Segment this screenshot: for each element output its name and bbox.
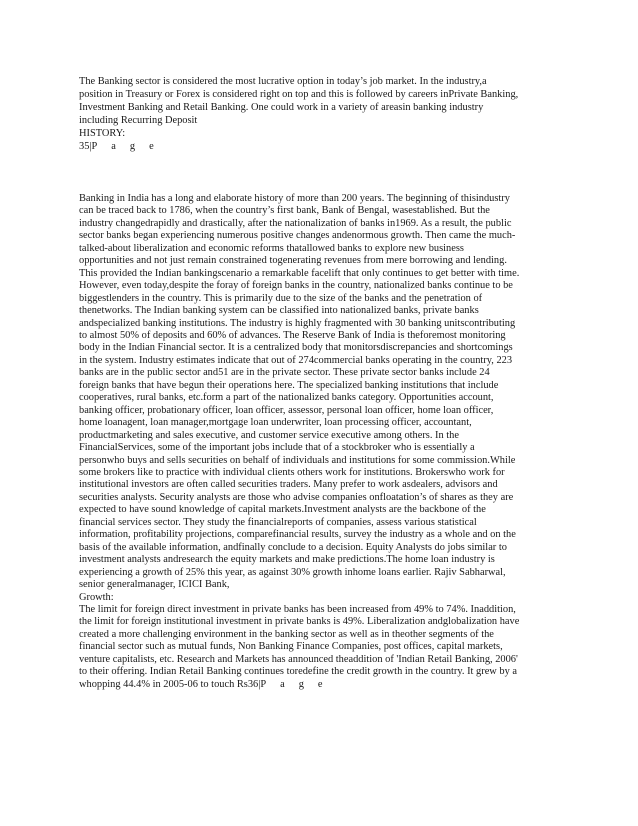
page-letter: e (317, 678, 323, 690)
text-line: body in the Indian Financial sector. It is a centralized body that monitorsdiscrepancies and shortcomings (79, 342, 513, 354)
intro-paragraph (79, 75, 565, 154)
text-line: senior generalmanager, ICICI Bank, (79, 579, 230, 591)
page-letter: a (111, 141, 116, 153)
text-line: industry changedrapidly and drastically, after the nationalization of banks in1969. As a result, the public (79, 217, 512, 229)
page-letter: g (129, 141, 136, 153)
page-number: 35 (79, 141, 90, 153)
text-line: biggestlenders in the country. This is primarily due to the size of the banks and the penetration of (79, 292, 483, 304)
text-line: The Banking sector is considered the most lucrative option in today’s job market. In the industry,a (79, 76, 487, 87)
page-bar: |P (89, 141, 98, 153)
text-line: expected to have sound knowledge of capital markets.Investment analysts are the backbone of the (79, 504, 486, 516)
text-line: financial sector such as mutual funds, Non Banking Finance Companies, post offices, capital markets, (79, 641, 503, 653)
text-line: in the system. Industry estimates indicate that out of 274commercial banks operating in the country, 223 (79, 354, 513, 366)
text-line: financial services sector. They study the financialreports of companies, assess various statistical (79, 516, 477, 528)
text-line: andspecialized banking institutions. The industry is highly fragmented with 30 banking unitscontributing (79, 317, 516, 329)
text-line: venture capitalists, etc. Research and Markets has announced theaddition of 'Indian Retail Banking, 2006' (79, 653, 518, 665)
text-line: basis of the available information, andfinally conclude to a decision. Equity Analysts do jobs similar to (79, 541, 507, 553)
text-line: cooperatives, rural banks, etc.form a part of the nationalized banks category. Opportunities account, (79, 392, 494, 404)
section-heading-history: HISTORY: (79, 128, 126, 140)
text-line: banking officer, probationary officer, loan officer, assessor, personal loan officer, home loan officer, (79, 404, 494, 416)
text-line: securities analysts. Security analysts are those who advise companies onfloatation’s of shares as they are (79, 491, 514, 503)
text-line: productmarketing and sales executive, and customer service executive among others. In the (79, 429, 459, 441)
page-letter: a (280, 678, 285, 690)
text-line: some brokers like to practice with individual clients others work for institutions. Brokerswho work for (79, 466, 505, 478)
text-line: foreign banks that have begun their operations here. The specialized banking institutions that include (79, 379, 499, 391)
text-line: including Recurring Deposit (79, 115, 198, 127)
text-line: to almost 50% of deposits and 60% of advances. The Reserve Bank of India is theforemost monitoring (79, 329, 506, 341)
history-body (79, 193, 565, 691)
text-line: thenetworks. The Indian banking system can be classified into nationalized banks, private banks (79, 305, 479, 317)
text-line: experiencing a growth of 25% this year, as against 30% growth inhome loans earlier. Rajiv Sabharwal, (79, 566, 506, 578)
text-line: investment analysts andresearch the equity markets and make predictions.The home loan industry is (79, 554, 495, 566)
text-line (79, 679, 565, 691)
text-line: opportunities and not just remain constrained togenerating revenues from mere borrowing and lending. (79, 255, 507, 267)
last-line-text: whopping 44.4% in 2005-06 to touch Rs (79, 678, 248, 690)
page-footer (248, 679, 323, 690)
page-bar: |P (258, 678, 267, 690)
text-line: The limit for foreign direct investment in private banks has been increased from 49% to 74%. Inaddition, (79, 603, 516, 615)
text-line: can be traced back to 1786, when the country’s first bank, Bank of Bengal, wasestablished. But the (79, 205, 490, 217)
text-line: home loanagent, loan manager,mortgage loan underwriter, loan processing officer, accountant, (79, 417, 472, 429)
text-line: sector banks began experiencing numerous positive changes andenormous growth. Then came the much- (79, 230, 516, 242)
text-line: talked-about liberalization and economic reforms thatallowed banks to explore new business (79, 242, 464, 254)
section-heading-growth: Growth: (79, 591, 114, 603)
page-number: 36 (247, 678, 259, 690)
text-line: Banking in India has a long and elaborate history of more than 200 years. The beginning of thisindustry (79, 193, 510, 204)
text-line: institutional investors are often called securities traders. Many prefer to work asdealers, advisors and (79, 479, 498, 491)
page-letter: e (149, 141, 154, 153)
page-footer (79, 140, 565, 153)
text-line: FinancialServices, some of the important jobs include that of a stockbroker who is essentially a (79, 442, 475, 454)
text-line: Investment Banking and Retail Banking. One could work in a variety of areasin banking industry (79, 102, 484, 114)
text-line: created a more challenging environment in the banking sector as well as in theother segments of the (79, 628, 494, 640)
text-line: banks are in the public sector and51 are in the private sector. These private sector banks include 24 (79, 367, 490, 379)
text-line: position in Treasury or Forex is considered right on top and this is followed by careers inPrivate Banking, (79, 89, 519, 101)
text-line: personwho buys and sells securities on behalf of individuals and institutions for some commission.While (79, 454, 516, 466)
text-line: the limit for foreign institutional investment in private banks is 49%. Liberalization andglobalization have (79, 616, 520, 628)
text-line: information, profitability projections, comparefinancial results, survey the industry as a whole and on the (79, 529, 516, 541)
page-letter: g (298, 678, 304, 690)
text-line: to their offering. Indian Retail Banking continues toredefine the credit growth in the country. It grew by a (79, 666, 518, 678)
text-line: However, even today,despite the foray of foreign banks in the country, nationalized banks continue to be (79, 280, 513, 292)
text-line: This provided the Indian bankingscenario a remarkable facelift that only continues to get better with time. (79, 267, 520, 279)
